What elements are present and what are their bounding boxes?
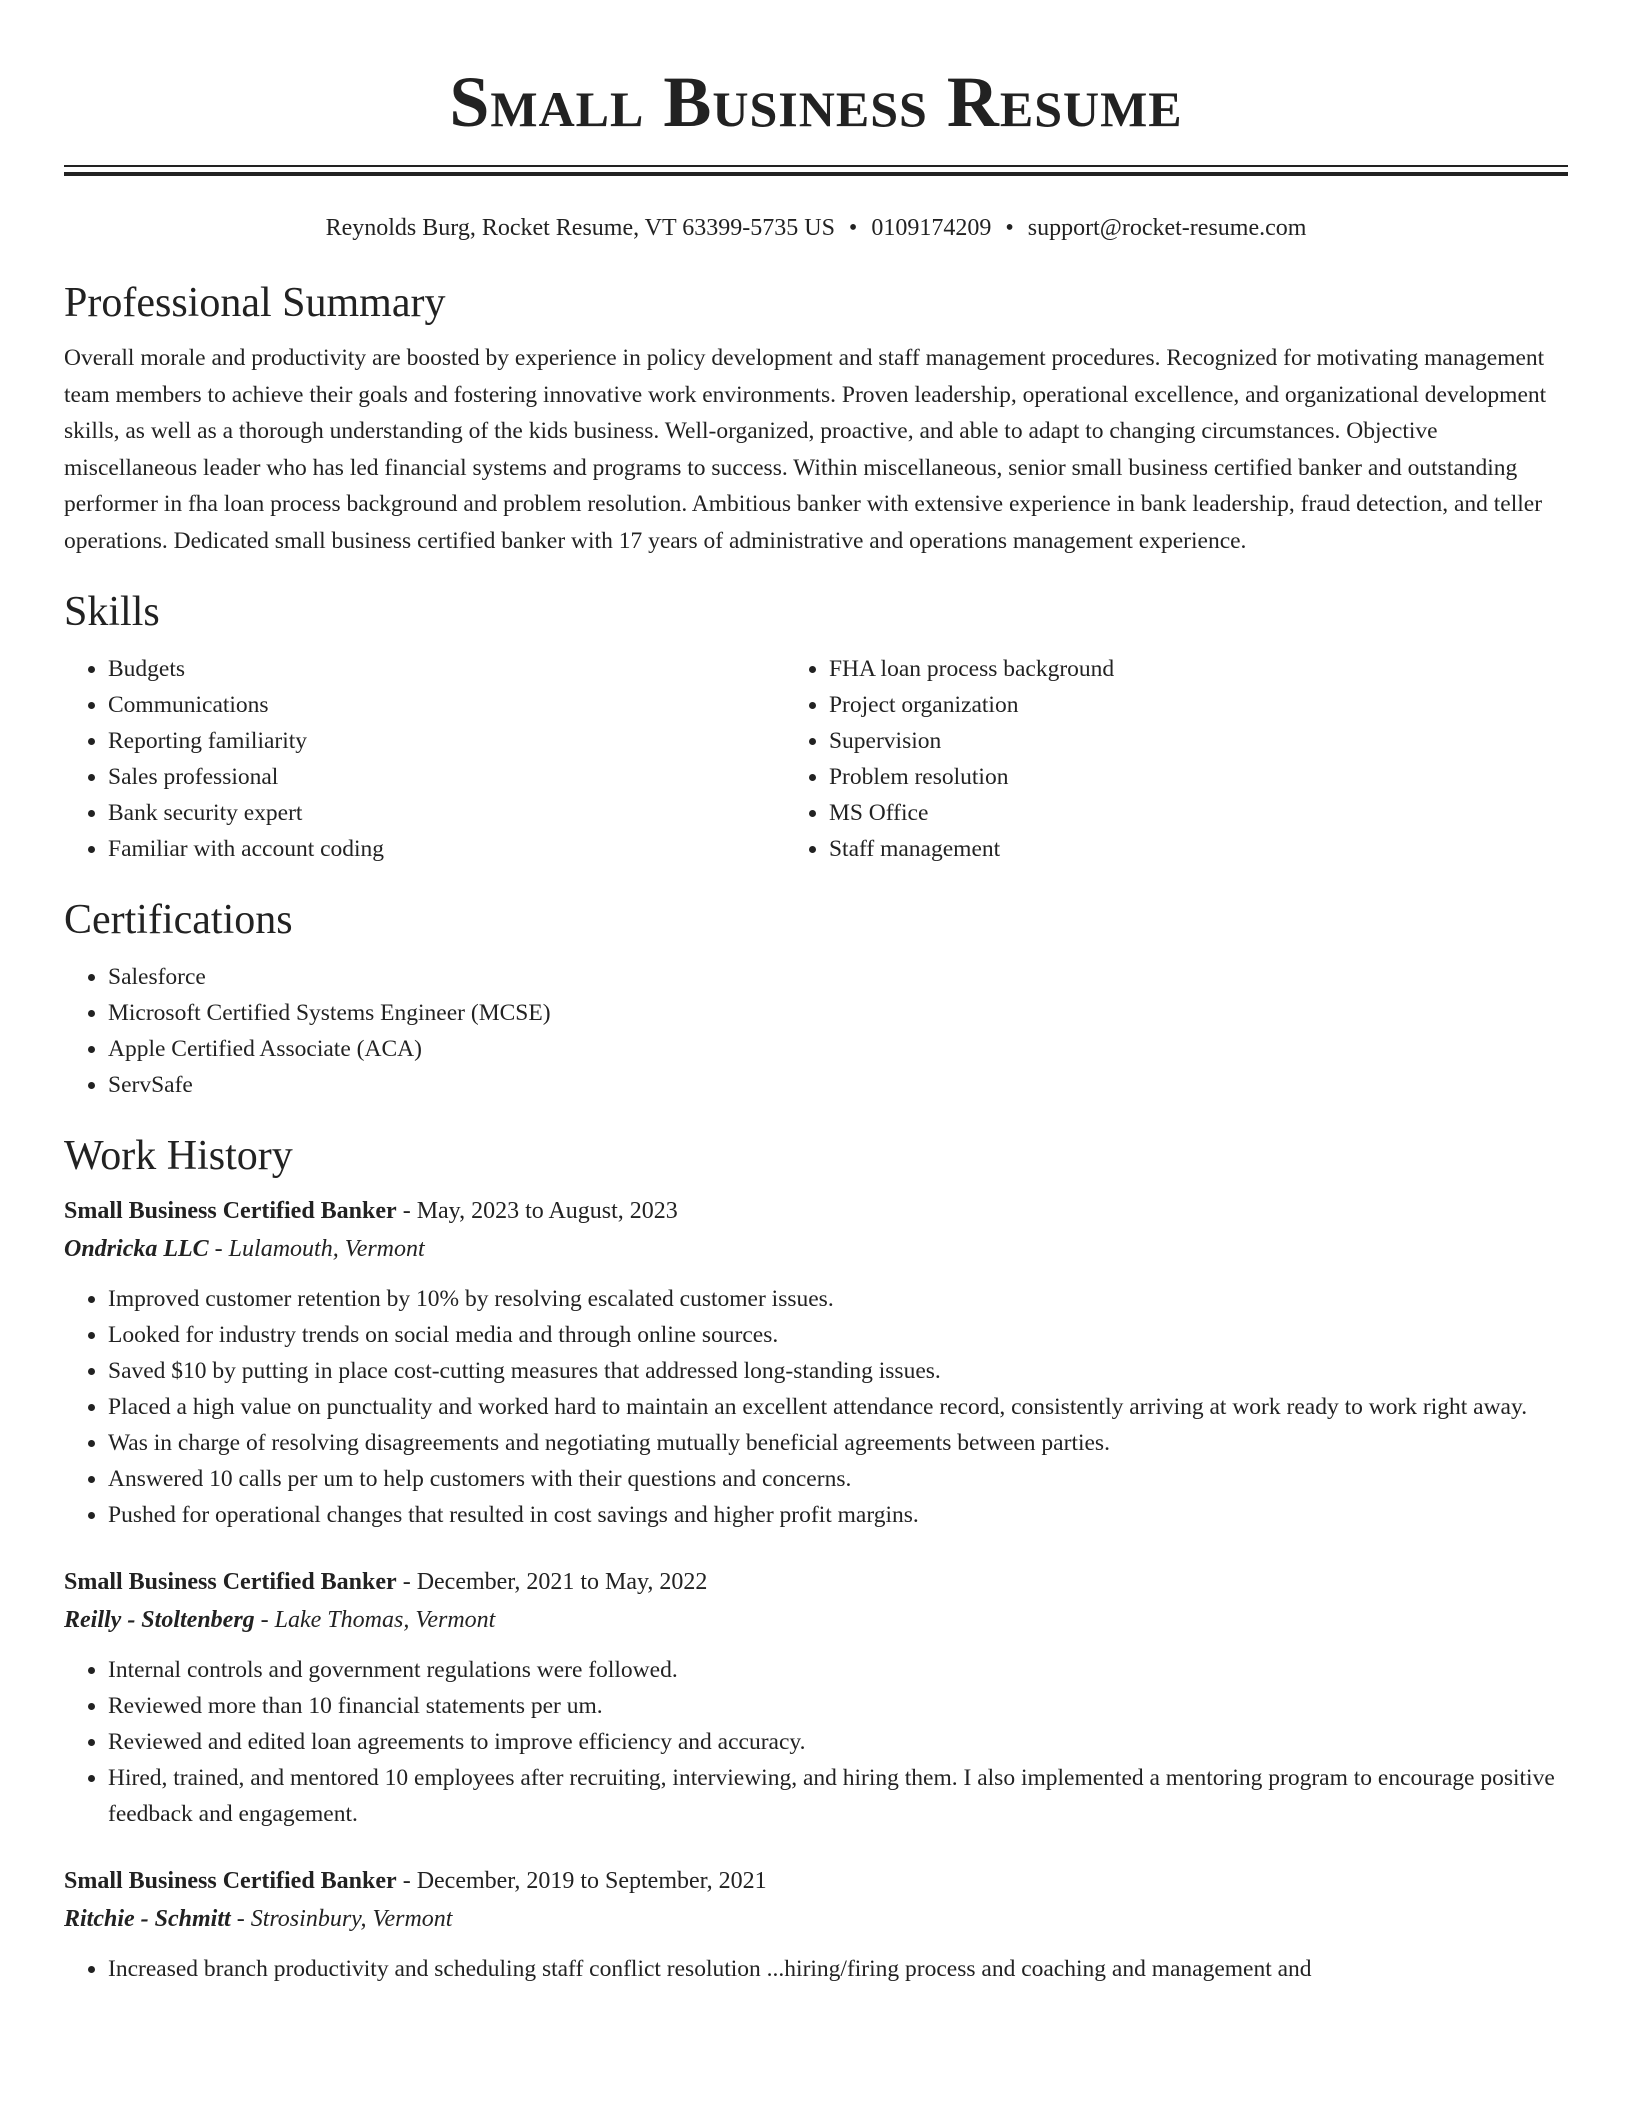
list-item: • Reviewed more than 10 financial statements per um. [108,1688,1568,1724]
skills-heading: Skills [64,589,160,635]
job-role: Small Business Certified Banker [64,1569,397,1595]
job-company-line: Ritchie - Schmitt - Strosinbury, Vermont [64,1906,453,1932]
contact-separator: • [848,215,858,241]
job-location: Strosinbury, Vermont [250,1906,453,1932]
list-item: • Was in charge of resolving disagreements and negotiating mutually beneficial agreements between parties. [108,1425,1568,1461]
job-title-line: Small Business Certified Banker - May, 2023 to August, 2023 [64,1198,678,1224]
list-item: • Pushed for operational changes that resulted in cost savings and higher profit margins. [108,1497,1568,1533]
job-dates: December, 2021 to May, 2022 [416,1569,708,1595]
job-company: Ondricka LLC [64,1236,209,1262]
skills-section [64,586,1568,867]
job-entry [64,1862,1568,1987]
job-title-line: Small Business Certified Banker - December, 2019 to September, 2021 [64,1868,767,1894]
list-item: • Reporting familiarity [108,723,785,759]
list-item: • Budgets [108,651,785,687]
job-company: Reilly - Stoltenberg [64,1607,255,1633]
job-location: Lake Thomas, Vermont [274,1607,496,1633]
job-bullets [64,1652,1568,1832]
list-item: • Saved $10 by putting in place cost-cutting measures that addressed long-standing issues. [108,1353,1568,1389]
contact-address: Reynolds Burg, Rocket Resume, VT 63399-5735 US [325,215,835,241]
list-item: • Internal controls and government regulations were followed. [108,1652,1568,1688]
job-bullets [64,1281,1568,1533]
work-history-section [64,1130,1568,1987]
list-item: • Apple Certified Associate (ACA) [108,1031,1568,1067]
list-item: • Salesforce [108,959,1568,995]
skills-right-list [785,651,1568,867]
job-location: Lulamouth, Vermont [228,1236,425,1262]
job-entry [64,1563,1568,1832]
certifications-list [64,959,1568,1103]
job-bullets [64,1951,1568,1987]
list-item: • Problem resolution [829,759,1568,795]
job-company-line: Ondricka LLC - Lulamouth, Vermont [64,1236,425,1262]
list-item: • Supervision [829,723,1568,759]
list-item: • Bank security expert [108,795,785,831]
list-item: • Communications [108,687,785,723]
contact-phone: 0109174209 [871,215,992,241]
list-item: • Reviewed and edited loan agreements to improve efficiency and accuracy. [108,1724,1568,1760]
contact-separator: • [1005,215,1014,241]
certifications-heading: Certifications [64,897,293,943]
job-dates: December, 2019 to September, 2021 [416,1868,767,1894]
skills-columns [64,651,1568,867]
list-item: • Looked for industry trends on social media and through online sources. [108,1317,1568,1353]
job-company: Ritchie - Schmitt [64,1906,231,1932]
resume-title: Small Business Resume [449,62,1183,142]
job-role: Small Business Certified Banker [64,1868,397,1894]
certifications-section [64,894,1568,1103]
title-rule-thick [64,172,1568,176]
list-item: • Familiar with account coding [108,831,785,867]
work-history-heading: Work History [64,1133,293,1179]
professional-summary-section [64,277,1568,559]
list-item: • Increased branch productivity and scheduling staff conflict resolution ...hiring/firing process and coaching and management and [108,1951,1568,1987]
list-item: • Staff management [829,831,1568,867]
list-item: • FHA loan process background [829,651,1568,687]
list-item: • Microsoft Certified Systems Engineer (MCSE) [108,995,1568,1031]
list-item: • MS Office [829,795,1568,831]
list-item: • Hired, trained, and mentored 10 employees after recruiting, interviewing, and hiring them. I also implemented a mentoring program to encourage positive feedback and engagement. [108,1760,1568,1832]
contact-email[interactable]: support@rocket-resume.com [1027,215,1307,241]
list-item: • Placed a high value on punctuality and worked hard to maintain an excellent attendance record, consistently arriving at work ready to work right away. [108,1389,1568,1425]
job-title-line: Small Business Certified Banker - December, 2021 to May, 2022 [64,1569,708,1595]
professional-summary-text: Overall morale and productivity are boosted by experience in policy development and staff management procedures. Recognized for motivating management team members to achieve their goals and fostering innovative work environments. Proven leadership, operational excellence, and organizational development skills, as well as a thorough understanding of the kids business. Well-organized, proactive, and able to adapt to changing circumstances. Objective miscellaneous leader who has led financial systems and programs to success. Within miscellaneous, senior small business certified banker and outstanding performer in fha loan process background and problem resolution. Ambitious banker with extensive experience in bank leadership, fraud detection, and teller operations. Dedicated small business certified banker with 17 years of administrative and operations management experience. [64,345,1547,554]
list-item: • Answered 10 calls per um to help customers with their questions and concerns. [108,1461,1568,1497]
contact-line [64,211,1568,245]
resume-page [64,0,1568,1987]
list-item: • Sales professional [108,759,785,795]
list-item: • Improved customer retention by 10% by resolving escalated customer issues. [108,1281,1568,1317]
title-rule-thin [64,165,1568,167]
skills-left-list [64,651,785,867]
list-item: • ServSafe [108,1067,1568,1103]
professional-summary-heading: Professional Summary [64,280,446,326]
job-role: Small Business Certified Banker [64,1198,397,1224]
job-entry [64,1192,1568,1533]
job-dates: May, 2023 to August, 2023 [416,1198,678,1224]
list-item: • Project organization [829,687,1568,723]
job-company-line: Reilly - Stoltenberg - Lake Thomas, Vermont [64,1607,496,1633]
